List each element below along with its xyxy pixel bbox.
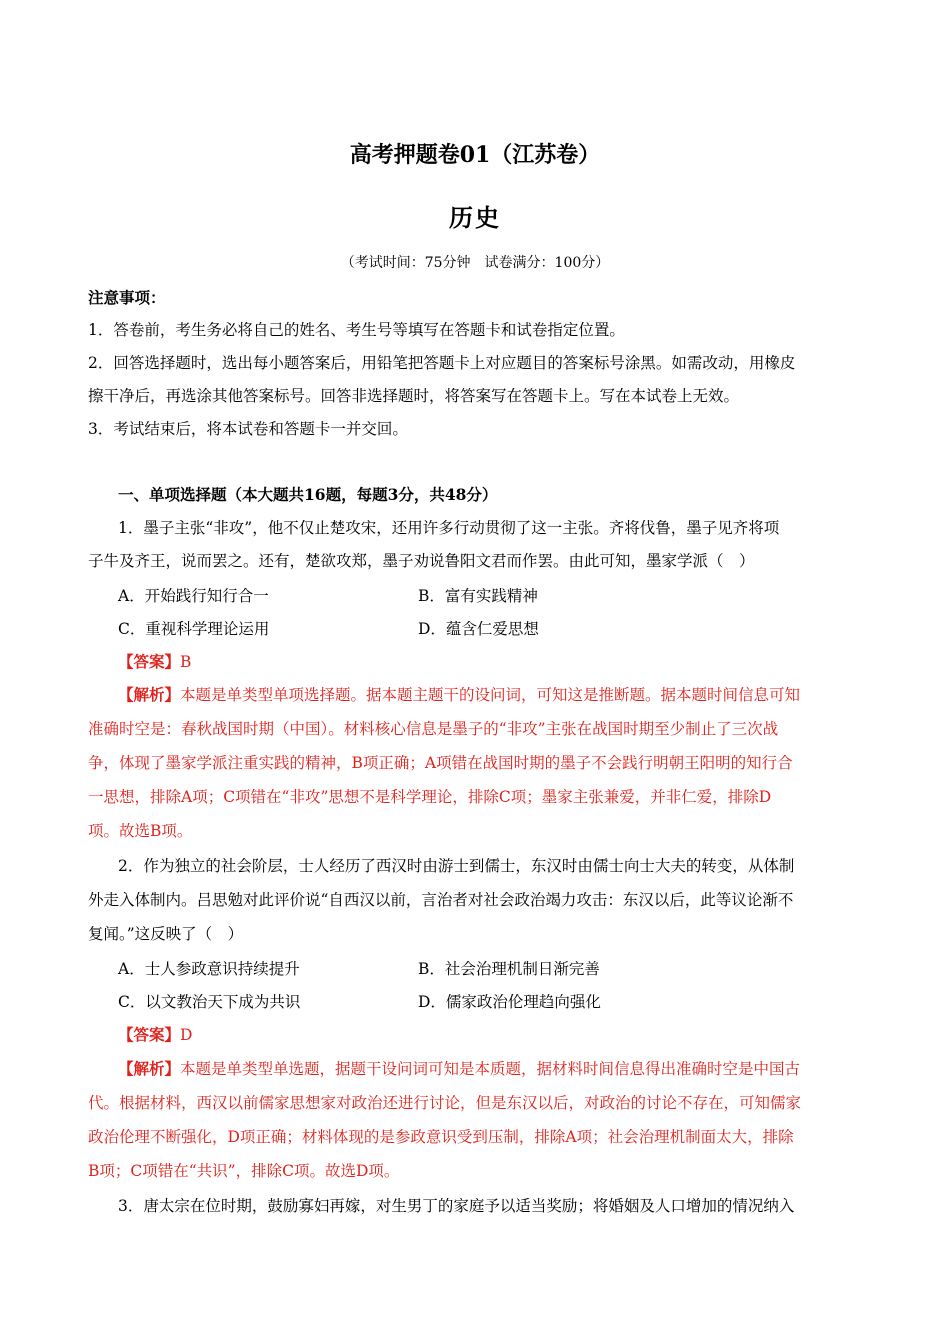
- q2-option-d: D．儒家政治伦理趋向强化: [418, 993, 601, 1011]
- q2-stem-line-1: 2．作为独立的社会阶层，士人经历了西汉时由游士到儒士，东汉时由儒士向士大夫的转变，从体制: [118, 857, 795, 875]
- q2-explanation-line-2: 代。根据材料，西汉以前儒家思想家对政治还进行讨论，但是东汉以后，对政治的讨论不存在，可知儒家: [88, 1094, 802, 1112]
- q1-explanation-line-3: 争，体现了墨家学派注重实践的精神，B项正确；A项错在战国时期的墨子不会践行明朝王阳明的知行合: [88, 754, 793, 772]
- note-2-line-1: 2．回答选择题时，选出每小题答案后，用铅笔把答题卡上对应题目的答案标号涂黑。如需改动，用橡皮: [88, 354, 796, 372]
- q1-stem-line-1: 1．墨子主张“非攻”，他不仅止楚攻宋，还用许多行动贯彻了这一主张。齐将伐鲁，墨子见齐将项: [118, 519, 780, 537]
- answer-tag-content: 本题是单类型单项选择题。据本题主题干的设问词，可知这是推断题。据本题时间信息可知: [180, 686, 801, 704]
- answer-tag-content: D: [180, 1026, 193, 1044]
- q2-stem-line-2: 外走入体制内。吕思勉对此评价说“自西汉以前，言治者对社会政治竭力攻击：东汉以后，此等议论渐不: [88, 891, 794, 909]
- answer-tag-label: 【答案】: [118, 1025, 181, 1044]
- section-heading: 一、单项选择题（本大题共16题，每题3分，共48分）: [118, 485, 498, 504]
- answer-tag-label: 【答案】: [118, 652, 181, 671]
- note-3: 3．考试结束后，将本试卷和答题卡一并交回。: [88, 420, 408, 438]
- q2-explanation-line-3: 政治伦理不断强化，D项正确；材料体现的是参政意识受到压制，排除A项；社会治理机制面太大，排除: [88, 1128, 794, 1146]
- note-2-line-2: 擦干净后，再选涂其他答案标号。回答非选择题时，将答案写在答题卡上。写在本试卷上无效。: [88, 387, 740, 405]
- q2-explanation-line-4: B项；C项错在“共识”，排除C项。故选D项。: [88, 1162, 400, 1180]
- exam-title: 高考押题卷01（江苏卷）: [349, 142, 601, 168]
- q1-answer: [118, 651, 893, 673]
- q1-explanation-line-2: 准确时空是：春秋战国时期（中国）。材料核心信息是墨子的“非攻”主张在战国时期至少制止了三次战: [88, 720, 779, 738]
- q1-explanation-line-4: 一思想，排除A项；C项错在“非攻”思想不是科学理论，排除C项；墨家主张兼爱，并非仁爱，排除D: [88, 788, 772, 806]
- q1-option-b: B．富有实践精神: [418, 587, 538, 605]
- q2-option-b: B．社会治理机制日渐完善: [418, 960, 600, 978]
- notes-heading: 注意事项：: [88, 288, 166, 307]
- q2-option-c: C．以文教治天下成为共识: [118, 993, 301, 1011]
- exam-info: （考试时间：75分钟 试卷满分：100分）: [340, 255, 610, 271]
- q1-option-d: D．蕴含仁爱思想: [418, 620, 539, 638]
- q3-stem-line-1: 3．唐太宗在位时期，鼓励寡妇再嫁，对生男丁的家庭予以适当奖励；将婚姻及人口增加的情况纳入: [118, 1197, 795, 1215]
- answer-tag-content: 本题是单类型单选题，据题干设问词可知是本质题，据材料时间信息得出准确时空是中国古: [180, 1060, 801, 1078]
- q2-answer: [118, 1024, 893, 1046]
- answer-tag-label: 【解析】: [118, 685, 181, 704]
- note-1: 1．答卷前，考生务必将自己的姓名、考生号等填写在答题卡和试卷指定位置。: [88, 321, 625, 339]
- answer-tag-label: 【解析】: [118, 1059, 181, 1078]
- q1-explanation-line-5: 项。故选B项。: [88, 822, 193, 840]
- q2-explanation-line-1: [118, 1058, 893, 1080]
- subject-title: 历史: [449, 203, 501, 232]
- q1-option-a: A．开始践行知行合一: [118, 587, 269, 605]
- q2-stem-line-3: 复闻。”这反映了（ ）: [88, 925, 244, 943]
- answer-tag-content: B: [180, 653, 192, 671]
- q1-stem-line-2: 子牛及齐王，说而罢之。还有，楚欲攻郑，墨子劝说鲁阳文君而作罢。由此可知，墨家学派（ ）: [88, 552, 755, 570]
- q1-explanation-line-1: [118, 684, 893, 706]
- q1-option-c: C．重视科学理论运用: [118, 620, 270, 638]
- q2-option-a: A．士人参政意识持续提升: [118, 960, 300, 978]
